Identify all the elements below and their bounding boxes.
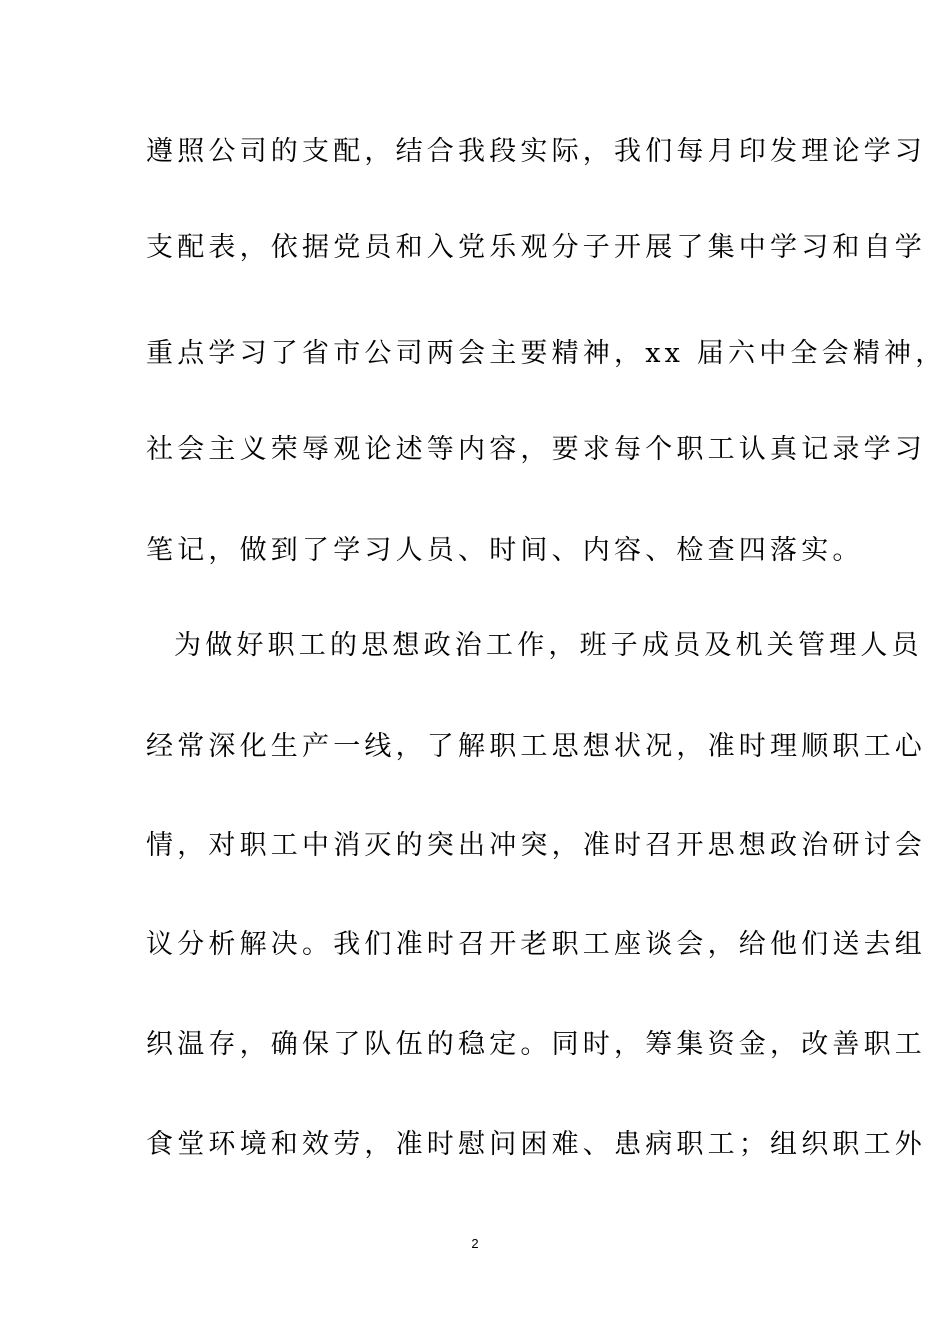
page-number: 2 [471,1236,479,1251]
text-line-4: 社会主义荣辱观论述等内容，要求每个职工认真记录学习 [146,434,926,465]
text-line-3: 重点学习了省市公司两会主要精神，xx 届六中全会精神， [146,338,947,369]
text-line-8: 情，对职工中消灭的突出冲突，准时召开思想政治研讨会 [146,830,926,861]
text-line-9: 议分析解决。我们准时召开老职工座谈会，给他们送去组 [146,929,926,960]
text-line-5: 笔记，做到了学习人员、时间、内容、检查四落实。 [146,535,864,566]
text-line-10: 织温存，确保了队伍的稳定。同时，筹集资金，改善职工 [146,1029,926,1060]
text-line-11: 食堂环境和效劳，准时慰问困难、患病职工；组织职工外 [146,1129,926,1160]
text-line-2: 支配表，依据党员和入党乐观分子开展了集中学习和自学 [146,232,926,263]
text-line-6: 为做好职工的思想政治工作，班子成员及机关管理人员 [174,630,923,661]
text-line-1: 遵照公司的支配，结合我段实际，我们每月印发理论学习 [146,136,926,167]
text-line-7: 经常深化生产一线，了解职工思想状况，准时理顺职工心 [146,731,926,762]
